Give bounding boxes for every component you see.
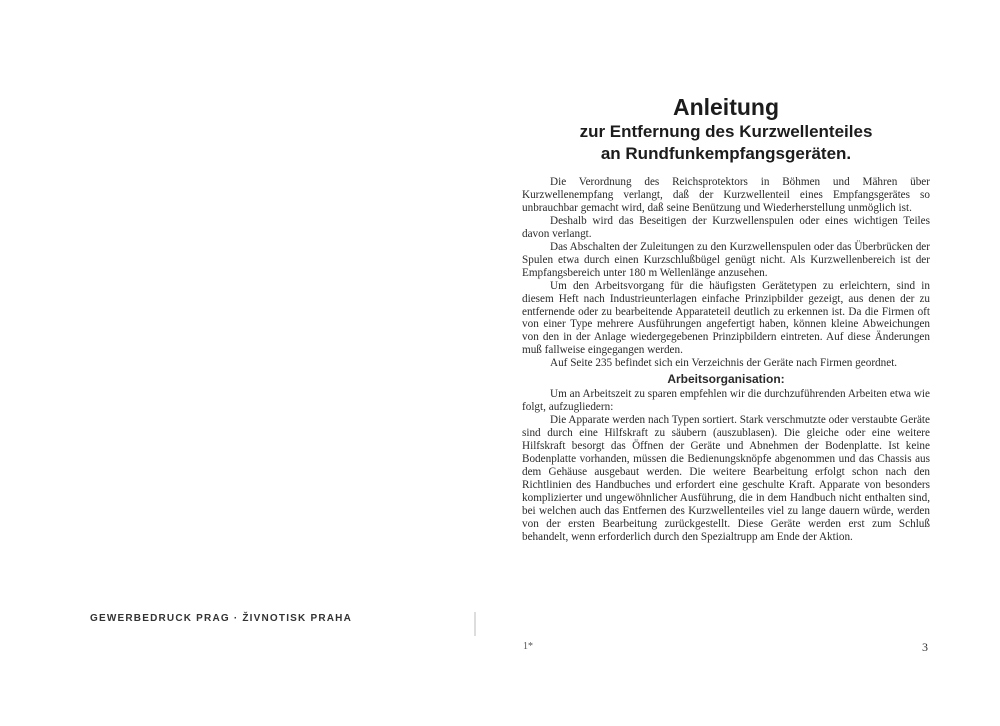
paragraph-decree: Die Verordnung des Reichsprotektors in Böhmen und Mähren über Kurzwellenempfang verlangt, daß der Kurzwellenteil eines Empfangsgerätes so unbrauchbar gemacht wird, daß seine Benützung und Wiederherstellung unmöglich ist. <box>522 176 930 214</box>
document-subtitle-line-1: zur Entfernung des Kurzwellenteiles <box>579 122 873 141</box>
spine-mark <box>474 612 476 636</box>
signature-mark: 1* <box>523 641 533 652</box>
paragraph-shortwave-range: Das Abschalten der Zuleitungen zu den Kurzwellenspulen oder das Überbrücken der Spulen etwa durch einen Kurzschlußbügel genügt nicht. Als Kurzwellenbereich ist der Empfangsbereich unter 180 m Wellenlänge anzusehen. <box>522 240 930 279</box>
paragraph-diagrams: Um den Arbeitsvorgang für die häufigsten Gerätetypen zu erleichtern, sind in diesem Heft nach Industrieunterlagen einfache Prinzipbilder gezeigt, aus denen der zu entfernende oder zu bearbeitende Apparateteil deutlich zu erkennen ist. Da die Firmen oft von einer Type mehrere Ausführungen angefertigt haben, können kleine Abweichungen von den in der Anlage wiedergegebenen Prinzipbildern eintreten. Auf diese Änderungen muß fallweise eingegangen werden. <box>522 279 930 357</box>
document-subtitle-line-2: an Rundfunkempfangsgeräten. <box>600 144 852 163</box>
printer-imprint: GEWERBEDRUCK PRAG · ŽIVNOTISK PRAHA <box>90 613 353 624</box>
section-heading: Arbeitsorganisation: <box>667 372 785 387</box>
paragraph-index: Auf Seite 235 befindet sich ein Verzeichnis der Geräte nach Firmen geordnet. <box>550 357 898 370</box>
paragraph-procedure: Die Apparate werden nach Typen sortiert. Stark verschmutzte oder verstaubte Geräte sind durch eine Hilfskraft zu säubern (auszublasen). Die gleiche oder eine weitere Hilfskraft besorgt das Öffnen der Geräte und Abnehmen der Bodenplatte. Ist keine Bodenplatte vorhanden, müssen die Bedienungsknöpfe abgenommen und das Chassis aus dem Gehäuse ausgebaut werden. Die weitere Bearbeitung erfolgt schon nach den Richtlinien des Handbuches und erfordert eine geschulte Kraft. Apparate von besonders komplizierter und ungewöhnlicher Ausführung, die in dem Handbuch nicht enthalten sind, bei welchen auch das Entfernen des Kurzwellenteiles viel zu lange dauern würde, werden von der ersten Bearbeitung zurückgestellt. Diese Geräte werden erst zum Schluß behandelt, wenn erforderlich durch den Spezialtrupp am Ende der Aktion. <box>522 414 930 543</box>
paragraph-removal: Deshalb wird das Beseitigen der Kurzwellenspulen oder eines wichtigen Teiles davon verlangt. <box>522 214 930 240</box>
paragraph-work-time: Um an Arbeitszeit zu sparen empfehlen wir die durchzuführenden Arbeiten etwa wie folgt, aufzugliedern: <box>522 388 930 414</box>
body-text <box>522 176 930 544</box>
page-number: 3 <box>922 640 928 654</box>
document-title: Anleitung <box>672 94 780 120</box>
